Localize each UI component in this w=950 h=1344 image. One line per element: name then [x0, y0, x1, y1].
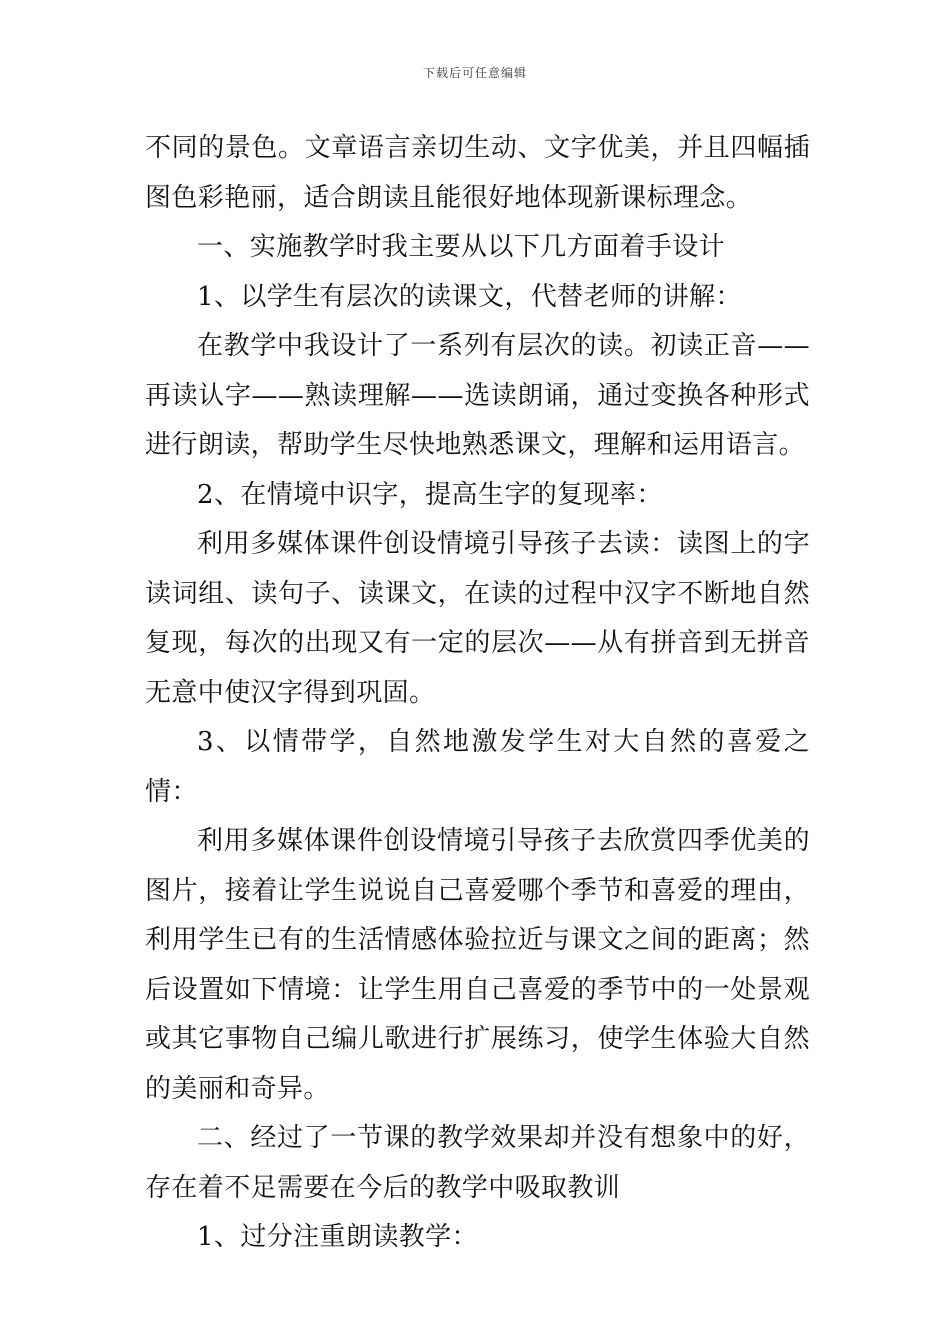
subheading-2: 2、在情境中识字，提高生字的复现率： [197, 479, 663, 510]
paragraph-reading-design: 在教学中我设计了一系列有层次的读。初读正音——再读认字——熟读理解——选读朗诵，通过变换各种形式进行朗读，帮助学生尽快地熟悉课文，理解和运用语言。 [145, 331, 810, 460]
subheading-reading-overemphasis: 1、过分注重朗读教学： [197, 1222, 478, 1252]
document-body [145, 124, 810, 1263]
paragraph-continuation: 不同的景色。文章语言亲切生动、文字优美，并且四幅插图色彩艳丽，适合朗读且能很好地体现新课标理念。 [145, 133, 810, 213]
subheading-1: 1、以学生有层次的读课文，代替老师的讲解： [197, 281, 742, 312]
section-heading-two: 二、经过了一节课的教学效果却并没有想象中的好，存在着不足需要在今后的教学中吸取教训 [145, 1123, 810, 1203]
section-heading-one: 一、实施教学时我主要从以下几方面着手设计 [197, 232, 726, 262]
paragraph-nature-appreciation: 利用多媒体课件创设情境引导孩子去欣赏四季优美的图片，接着让学生说说自己喜爱哪个季节和喜爱的理由，利用学生已有的生活情感体验拉近与课文之间的距离；然后设置如下情境：让学生用自己喜爱的季节中的一处景观或其它事物自己编儿歌进行扩展练习，使学生体验大自然的美丽和奇异。 [145, 826, 810, 1104]
page-header-note: 下载后可任意编辑 [422, 66, 527, 80]
subheading-3: 3、以情带学，自然地激发学生对大自然的喜爱之情： [145, 727, 810, 807]
paragraph-character-recognition: 利用多媒体课件创设情境引导孩子去读：读图上的字读词组、读句子、读课文，在读的过程中汉字不断地自然复现，每次的出现又有一定的层次——从有拼音到无拼音无意中使汉字得到巩固。 [145, 529, 810, 708]
